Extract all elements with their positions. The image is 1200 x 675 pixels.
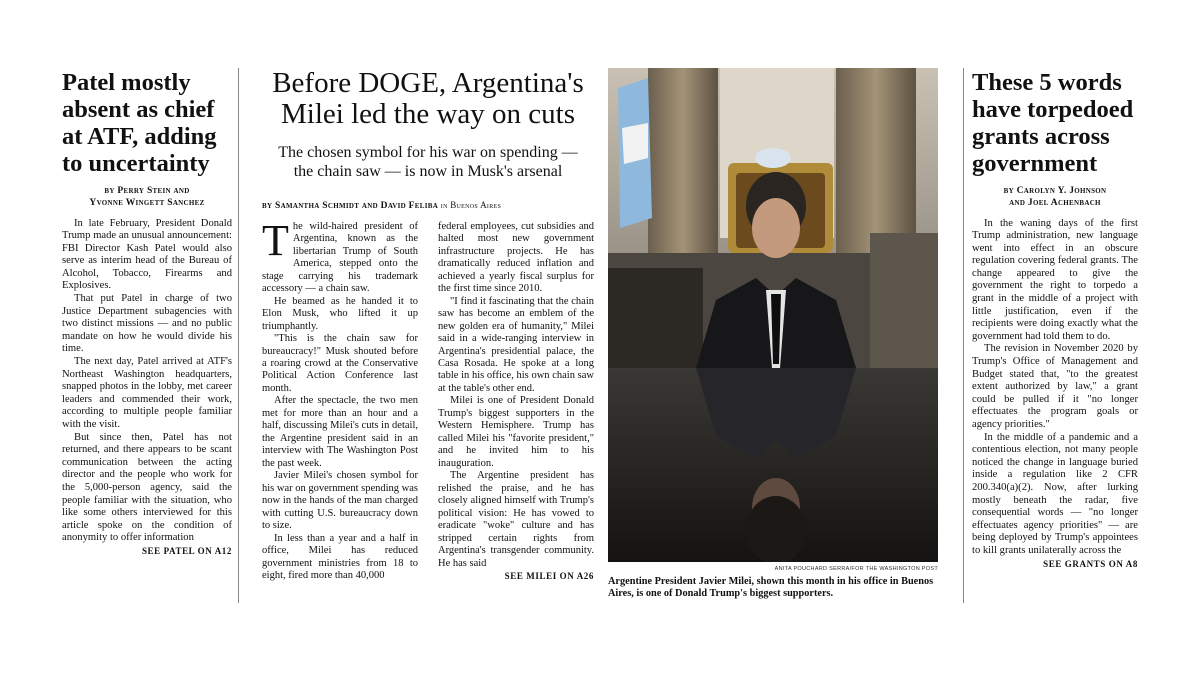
- column-divider: [238, 68, 239, 603]
- paragraph: After the spectacle, the two men met for more than an hour and a half, discussing Milei's cuts in detail, the Argentine president said in an interview with The Washington Post the past week.: [262, 395, 418, 469]
- center-byline-names: by Samantha Schmidt and David Feliba: [262, 200, 439, 211]
- paragraph: He beamed as he handed it to Elon Musk, who lifted it up triumphantly.: [262, 295, 418, 332]
- paragraph: In the middle of a pandemic and a contentious election, not many people noticed the change in language buried inside a regulation like 2 CFR 200.340(a)(2). Now, after lurking mostly beneath the radar, five consequential words — "no longer effectuates agency priorities" — are being deployed by Trump's appointees to kill grants unilaterally across the: [972, 431, 1138, 556]
- lead-paragraph: [262, 215, 418, 296]
- photo-caption: Argentine President Javier Milei, shown this month in his office in Buenos Aires, is one of Donald Trump's biggest supporters.: [608, 576, 934, 600]
- center-byline-location: in Buenos Aires: [440, 199, 502, 210]
- left-jump-link[interactable]: SEE PATEL ON A12: [141, 545, 232, 556]
- paragraph: In the waning days of the first Trump administration, new language went into effect in an obscure regulation covering federal grants. The change appeared to give the government the right to torpedo a grant in the middle of a project with little justification, even if the recipients were doing exactly what the government had told them to do.: [972, 217, 1138, 342]
- paragraph: "This is the chain saw for bureaucracy!" Musk shouted before a roaring crowd at the Conservative Political Action Conference last month.: [262, 333, 418, 394]
- center-column-1: [262, 215, 419, 583]
- left-byline: [62, 186, 232, 210]
- right-headline[interactable]: These 5 words have torpedoed grants across government: [972, 69, 1134, 177]
- lead-text: he wild-haired president of Argentina, known as the libertarian Trump of South America, stepped onto the stage carrying his trademark accessory — a chain saw.: [262, 220, 418, 295]
- left-headline[interactable]: Patel mostly absent as chief at ATF, adding to uncertainty: [62, 69, 217, 177]
- paragraph: That put Patel in charge of two Justice Department subagencies with two distinct missions — and no public mandate on how he would divide his time.: [62, 293, 232, 355]
- paragraph: The Argentine president has relished the praise, and he has closely aligned himself with Trump's political vision: He has vowed to eradicate "woke" culture and has stripped certain rights from Argentina's transgender community. He has said: [438, 470, 594, 569]
- right-body: [972, 218, 1138, 558]
- column-divider: [963, 68, 964, 603]
- center-deck: The chosen symbol for his war on spending — the chain saw — is now in Musk's arsenal: [278, 143, 578, 181]
- center-headline[interactable]: Before DOGE, Argentina's Milei led the way on cuts: [272, 67, 584, 131]
- drop-cap: T: [262, 215, 289, 265]
- left-body: [62, 218, 232, 545]
- center-column-2: [438, 221, 594, 571]
- paragraph: In late February, President Donald Trump made an unusual announcement: FBI Director Kash Patel would also serve as interim head of the Bureau of Alcohol, Tobacco, Firearms and Explosives.: [62, 217, 232, 292]
- right-jump-link[interactable]: SEE GRANTS ON A8: [1043, 558, 1138, 569]
- right-story: [972, 68, 1138, 569]
- paragraph: The revision in November 2020 by Trump's Office of Management and Budget stated that, "to the greatest extent authorized by law," a grant could be pulled if it "no longer effectuates the program goals or agency priorities.": [972, 343, 1138, 430]
- center-byline: [262, 200, 594, 211]
- center-column-2-wrap: [438, 221, 594, 583]
- paragraph: federal employees, cut subsidies and halted most new government infrastructure projects. He has dramatically reduced inflation and achieved a yearly fiscal surplus for the first time since 2010.: [438, 220, 594, 295]
- left-story: [62, 68, 232, 556]
- right-byline-line-2: and Joel Achenbach: [1009, 197, 1101, 208]
- paragraph: "I find it fascinating that the chain saw has become an emblem of the new golden era of humanity," Milei said in a wide-ranging interview in Argentina's presidential palace, the Casa Rosada. He spoke at a long table in his office, his own chain saw at the table's other end.: [438, 295, 594, 394]
- left-byline-line-1: by Perry Stein and: [104, 185, 190, 196]
- paragraph: Javier Milei's chosen symbol for his war on government spending was now in the hands of the man charged with cutting U.S. bureaucracy down to size.: [262, 470, 419, 532]
- center-story: [262, 68, 594, 583]
- photo-illustration: [608, 68, 938, 562]
- paragraph: The next day, Patel arrived at ATF's Northeast Washington headquarters, snapped photos in the lobby, met career leaders and commended their work, according to multiple people familiar with the visit.: [62, 356, 232, 430]
- photo-credit: ANITA POUCHARD SERRA/FOR THE WASHINGTON POST: [774, 566, 938, 572]
- left-byline-line-2: Yvonne Wingett Sanchez: [89, 197, 205, 208]
- right-byline-line-1: by Carolyn Y. Johnson: [1003, 185, 1107, 196]
- center-jump-link[interactable]: SEE MILEI ON A26: [504, 571, 594, 582]
- paragraph: But since then, Patel has not returned, and there appears to be scant communication between the acting director and the people who work for the 5,000-person agency, said the people familiar with the situation, who like some others interviewed for this article spoke on the condition of anonymity to offer information: [62, 431, 232, 544]
- paragraph: In less than a year and a half in office, Milei has reduced government ministries from 18 to eight, fired more than 40,000: [262, 532, 418, 582]
- right-byline: [972, 186, 1138, 210]
- paragraph: Milei is one of President Donald Trump's biggest supporters in the Western Hemisphere. Trump has called Milei his "favorite president," and he invited him to his inauguration.: [438, 395, 594, 469]
- milei-photo[interactable]: [608, 68, 938, 562]
